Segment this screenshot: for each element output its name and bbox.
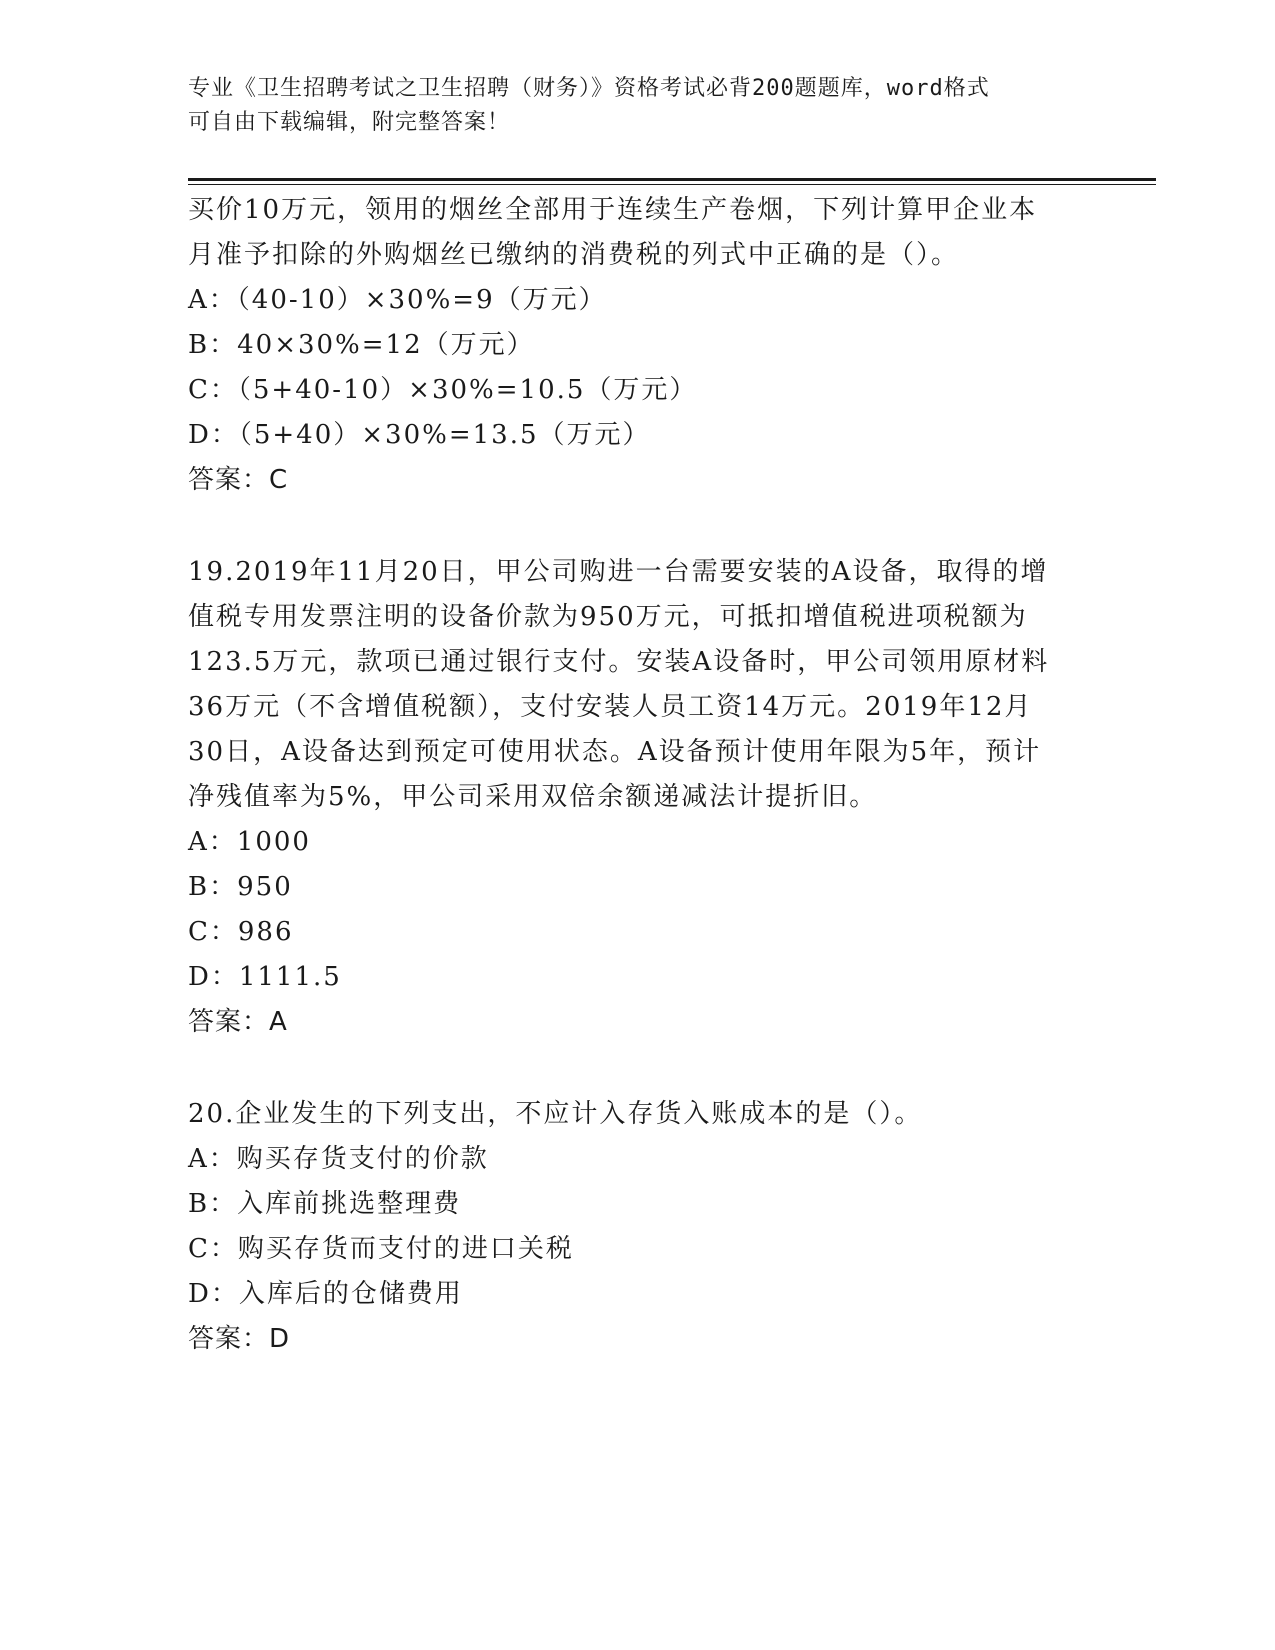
- question-19: [188, 550, 1088, 1045]
- question-20-answer: 答案：D: [188, 1324, 291, 1354]
- question-20-option-d: D：入库后的仓储费用: [188, 1279, 463, 1309]
- header-divider-thick: [188, 178, 1156, 181]
- question-19-option-c: C：986: [188, 917, 294, 947]
- question-18-option-d: D：（5+40）×30%=13.5（万元）: [188, 420, 651, 450]
- question-19-text-line: 19.2019年11月20日，甲公司购进一台需要安装的A设备，取得的增: [188, 557, 1049, 587]
- question-18-option-c: C：（5+40-10）×30%=10.5（万元）: [188, 375, 698, 405]
- question-18: [188, 188, 1088, 503]
- question-20: [188, 1092, 1088, 1362]
- question-19-text-line: 净残值率为5%，甲公司采用双倍余额递减法计提折旧。: [188, 782, 878, 812]
- header-title-line-2: 可自由下载编辑，附完整答案！: [188, 110, 511, 135]
- question-19-answer: 答案：A: [188, 1007, 288, 1037]
- question-19-text-line: 123.5万元，款项已通过银行支付。安装A设备时，甲公司领用原材料: [188, 647, 1050, 677]
- question-spacer: [188, 1045, 1088, 1092]
- question-20-text-line: 20.企业发生的下列支出，不应计入存货入账成本的是（）。: [188, 1099, 923, 1129]
- header-divider-thin: [188, 184, 1156, 185]
- question-20-option-a: A：购买存货支付的价款: [188, 1144, 489, 1174]
- header-title-line-1: 专业《卫生招聘考试之卫生招聘（财务）》资格考试必背200题题库，word格式: [188, 76, 990, 101]
- question-18-text-line: 月准予扣除的外购烟丝已缴纳的消费税的列式中正确的是（）。: [188, 240, 960, 270]
- question-18-answer: 答案：C: [188, 465, 289, 495]
- question-list: [188, 188, 1088, 1362]
- question-19-option-b: B：950: [188, 872, 293, 902]
- question-18-option-b: B：40×30%=12（万元）: [188, 330, 535, 360]
- question-18-text-line: 买价10万元，领用的烟丝全部用于连续生产卷烟，下列计算甲企业本: [188, 195, 1038, 225]
- question-19-option-a: A：1000: [188, 827, 311, 857]
- question-20-option-c: C：购买存货而支付的进口关税: [188, 1234, 574, 1264]
- question-18-option-a: A：（40-10）×30%=9（万元）: [188, 285, 607, 315]
- question-20-option-b: B：入库前挑选整理费: [188, 1189, 462, 1219]
- page-header: [188, 72, 1088, 140]
- question-19-text-line: 30日，A设备达到预定可使用状态。A设备预计使用年限为5年，预计: [188, 737, 1042, 767]
- question-19-text-line: 值税专用发票注明的设备价款为950万元，可抵扣增值税进项税额为: [188, 602, 1028, 632]
- question-spacer: [188, 503, 1088, 550]
- question-19-option-d: D：1111.5: [188, 962, 342, 992]
- question-19-text-line: 36万元（不含增值税额），支付安装人员工资14万元。2019年12月: [188, 692, 1033, 722]
